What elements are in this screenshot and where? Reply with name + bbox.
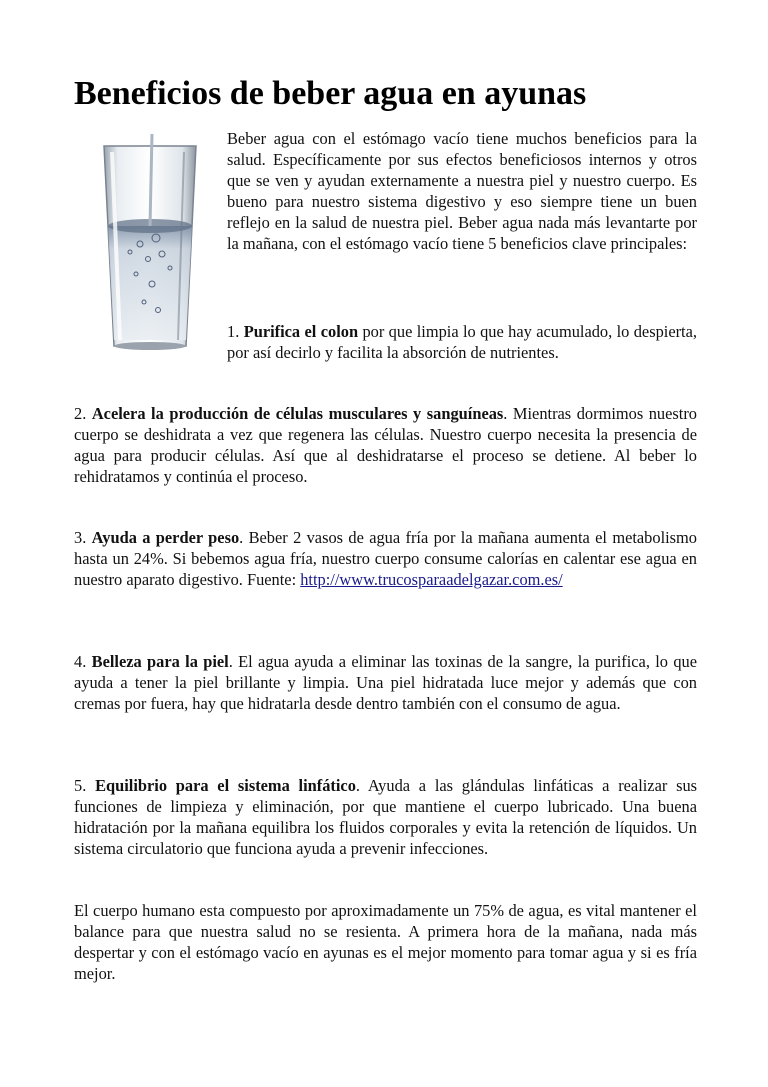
glass-of-water-icon	[90, 134, 210, 356]
benefit-5-text: . Ayuda a las glándulas linfáticas a realizar sus funciones de limpieza y eliminación, por que mantiene el cuerpo lubricado. Una buena hidratación por la mañana equilibra los fluidos corporales y evita la retención de líquidos. Un sistema circulatorio que funciona ayuda a prevenir infecciones.	[74, 776, 698, 858]
page-title: Beneficios de beber agua en ayunas	[74, 75, 587, 112]
benefit-5-heading: Equilibrio para el sistema linfático	[95, 776, 356, 795]
benefit-5-number: 5.	[74, 776, 87, 795]
benefit-2-text: . Mientras dormimos nuestro cuerpo se deshidrata a vez que regenera las células. Nuestro cuerpo necesita la presencia de agua para producir células. Así que al deshidratarse el proceso se detiene. Al beber lo rehidratamos y continúa el proceso.	[74, 404, 697, 486]
benefit-3-text: . Beber 2 vasos de agua fría por la mañana aumenta el metabolismo hasta un 24%. Si bebemos agua fría, nuestro cuerpo consume calorías en calentar ese agua en nuestro aparato digestivo. Fuente:	[74, 528, 697, 589]
benefit-2-heading: Acelera la producción de células musculares y sanguíneas	[91, 404, 504, 423]
benefit-3-number: 3.	[74, 528, 87, 547]
benefit-2	[74, 403, 697, 487]
benefit-4-number: 4.	[74, 652, 87, 671]
benefit-4-heading: Belleza para la piel	[91, 652, 229, 671]
benefit-4	[74, 651, 697, 714]
benefit-1	[227, 321, 697, 363]
benefit-1-number: 1.	[227, 322, 240, 341]
benefit-3	[74, 527, 697, 590]
benefit-5	[74, 775, 697, 859]
benefit-1-heading: Purifica el colon	[243, 322, 359, 341]
benefit-1-text: por que limpia lo que hay acumulado, lo despierta, por así decirlo y facilita la absorción de nutrientes.	[227, 322, 697, 362]
source-link[interactable]: http://www.trucosparaadelgazar.com.es/	[300, 570, 563, 589]
benefit-3-heading: Ayuda a perder peso	[91, 528, 240, 547]
benefit-2-number: 2.	[74, 404, 87, 423]
intro-paragraph: Beber agua con el estómago vacío tiene muchos beneficios para la salud. Específicamente por sus efectos beneficiosos internos y otros que se ven y ayudan externamente a nuestra piel y nuestro cuerpo. Es bueno para nuestro sistema digestivo y eso siempre tiene un buen reflejo en la salud de nuestra piel. Beber agua nada más levantarte por la mañana, con el estómago vacío tiene 5 beneficios clave principales:	[227, 129, 697, 253]
benefit-4-text: . El agua ayuda a eliminar las toxinas de la sangre, la purifica, lo que ayuda a tener la piel brillante y limpia. Una piel hidratada luce mejor y además que con cremas por fuera, hay que hidratarla desde dentro también con el consumo de agua.	[74, 652, 697, 713]
closing-paragraph: El cuerpo humano esta compuesto por aproximadamente un 75% de agua, es vital mantener el balance para que nuestra salud no se resienta. A primera hora de la mañana, nada más despertar y con el estómago vacío en ayunas es el mejor momento para tomar agua y si es fría mejor.	[74, 901, 697, 983]
